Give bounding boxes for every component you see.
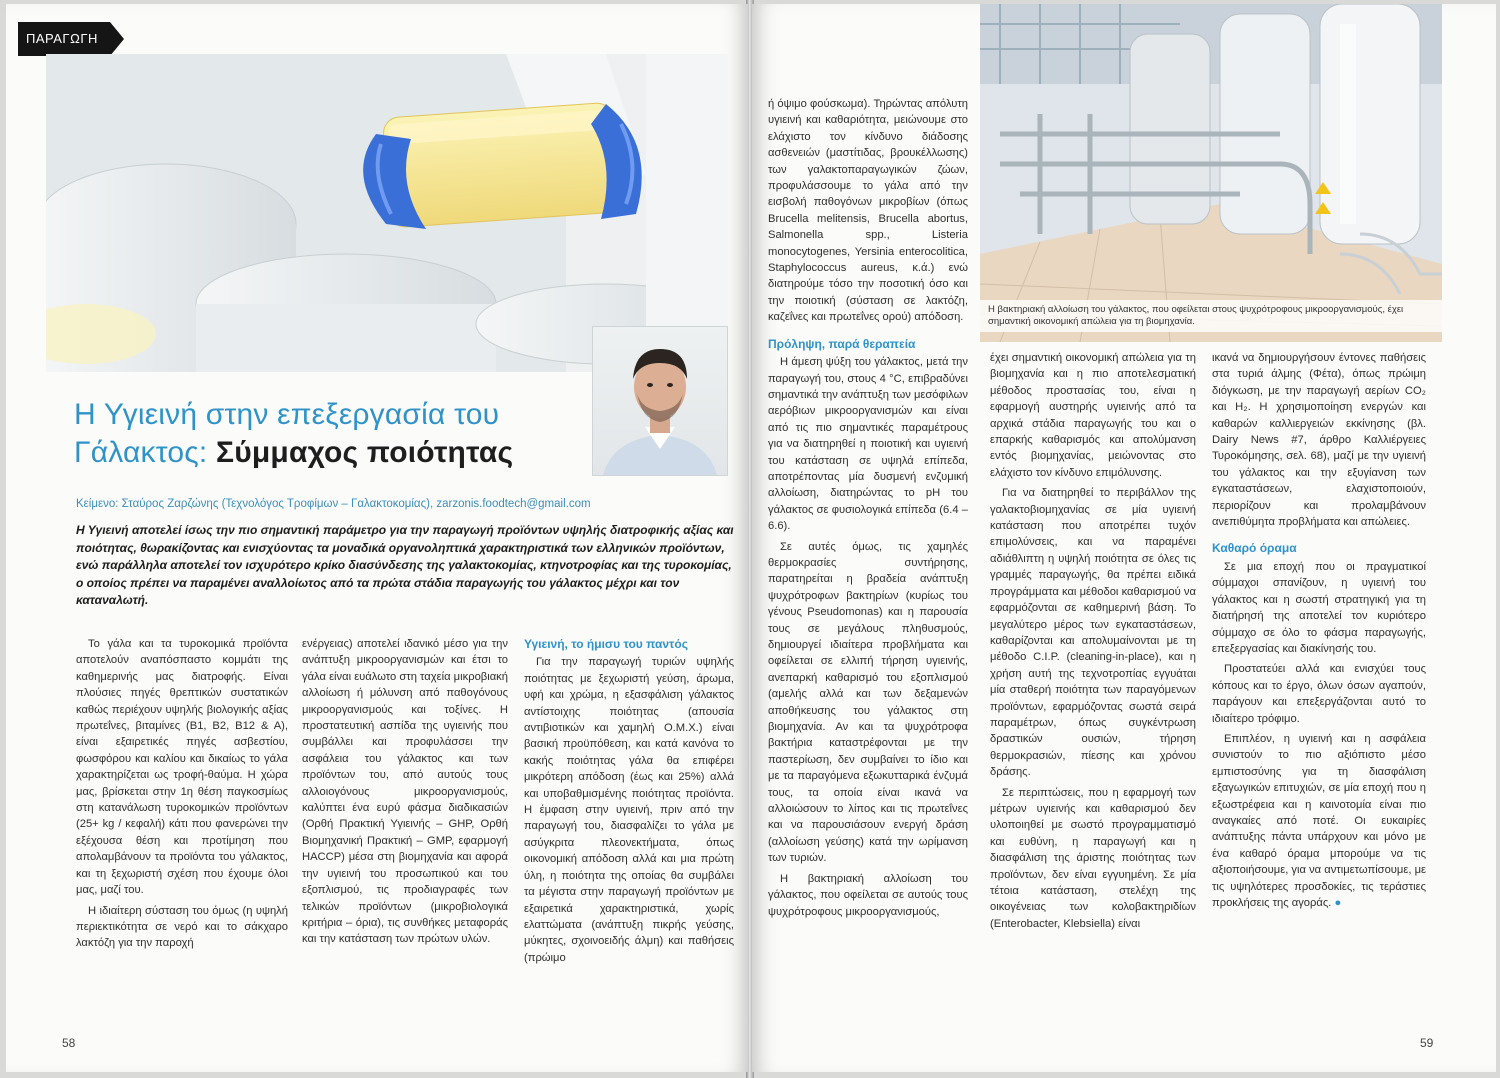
paragraph: Σε μια εποχή που οι πραγματικοί σύμμαχοι σπανίζουν, η υγιεινή του γάλακτος και η σωστή στρατηγική για τη διατήρησή της αποτελεί τον κυριότερο σύμμαχο σε όλο το φάσμα παραγωγής, επεξεργασίας και διακίνησής του.: [1212, 560, 1426, 655]
left-column-2: [302, 636, 508, 952]
paragraph: Σε περιπτώσεις, που η εφαρμογή των μέτρων υγιεινής και καθαρισμού δεν υλοποιηθεί με σωστό προγραμματισμό και ευθύνη, η παραγωγή και η διασφάλιση της άριστης ποιότητας των προϊόντων, δεν είναι εγγυημένη. Σε μία τέτοια κατάσταση, στελέχη της οικογένειας των κολοβακτηριδίων (Enterobacter, Klebsiella) είναι: [990, 786, 1196, 930]
title-light: Η Υγιεινή στην επεξεργασία του Γάλακτος:: [74, 398, 500, 469]
left-page: [6, 4, 748, 1072]
title-bold: Σύμμαχος ποιότητας: [216, 436, 514, 469]
paragraph: έχει σημαντική οικονομική απώλεια για τη βιομηχανία και η πιο αποτελεσματική μέθοδος προστασίας του, είναι η εφαρμογή αυστηρής υγιεινής από τα αρχικά στάδια παραγωγής του και ο επαρκής καθαρισμός και απολύμανση εντός βιομηχανίας, μειώνοντας στο ελάχιστο τον κίνδυνο επιμόλυνσης.: [990, 352, 1196, 479]
hero-photo-cheese: [46, 54, 728, 372]
paragraph: ικανά να δημιουργήσουν έντονες παθήσεις στα τυριά άλμης (Φέτα), όπως πρώιμη διόγκωση, με την παραγωγή αερίων CO₂ και H₂. Η χρησιμοποίηση ενεργών και καθαρών καλλιεργειών εκκίνησης (βλ. Dairy News #7, άρθρο Καλλιέργειες Τυροκόμησης, σελ. 68), μαζί με την υγιεινή του γάλακτος και την εξυγίανση των εγκαταστάσεων, ελαχιστοποιούν, περιορίζουν και προλαμβάνουν ανεπιθύμητα προβλήματα και απώλειες.: [1212, 352, 1426, 529]
paragraph: ενέργειας) αποτελεί ιδανικό μέσο για την ανάπτυξη μικροοργανισμών και έτσι το γάλα είναι ευάλωτο στη ταχεία μικροβιακή αλλοίωση ή μόλυνση από παθογόνους μικροοργανισμούς και τοξίνες. Η προστατευτική ασπίδα της υγιεινής που συμβάλλει και προφυλάσσει την ασφάλεια του γάλακτος και των προϊόντων του, από αυτούς τους αλλοιογόνους μικροοργανισμούς, καλύπτει ένα ευρύ φάσμα διαδικασιών (Ορθή Πρακτική Υγιεινής – GHP, Ορθή Βιομηχανική Πρακτική – GMP, εφαρμογή HACCP) μέσα στη βιομηχανία και αφορά την υγιεινή του προσωπικού και του εξοπλισμού, τις προδιαγραφές των τελικών προϊόντων (μικροβιολογικά κριτήρια – όρια), τις συνθήκες μεταφοράς και την κατάσταση των πρώτων υλών.: [302, 638, 508, 946]
paragraph: Για να διατηρηθεί το περιβάλλον της γαλακτοβιομηχανίας σε μία υγιεινή κατάσταση που αποτρέπει τυχόν επιμολύνσεις, και να παραμένει αδιάθλιπτη η υψηλή ποιότητα σε όλες τις γραμμές παραγωγής, θα πρέπει ειδικά προγράμματα και μέθοδοι καθαρισμού να εφαρμόζονται σε καθημερινή βάση. Το μεγαλύτερο μέρος των εγκαταστάσεων, καθαρίζονται και απολυμαίνονται με τη μέθοδο C.I.P. (cleaning-in-place), και η χρήση αυτή της τεχνοτροπίας εγγυάται μία σταθερή ποιότητα των παραγόμενων προϊόντων, εφαρμόζοντας σωστά σειρά παραμέτρων, όπως συγκέντρωση δραστικών ουσιών, τήρηση θερμοκρασιών, πίεσης και χρόνου δράσης.: [990, 487, 1196, 779]
paragraph: Σε αυτές όμως, τις χαμηλές θερμοκρασίες συντήρησης, παρατηρείται η βραδεία ανάπτυξη ψυχρότροφων βακτηρίων (κυρίως του γένους Pseudomonas) και η παρουσία τους σε μεγάλους πληθυσμούς, δημιουργεί ιδιαίτερα προβλήματα και οφείλεται σε ελλιπή τήρηση υγιεινής, ανεπαρκή καθαρισμό του εξοπλισμού (αμελής αλλά και των δεξαμενών αποθήκευσης του γάλακτος στη βιομηχανία. Αν και τα ψυχρότροφα βακτήρια καταστρέφονται με την παστερίωση, δεν συμβαίνει το ίδιο και με τα παραγόμενα εξωκυτταρικά ένζυμά τους, τα οποία είναι ικανά να αλλοιώσουν το λίπος και τις πρωτεΐνες και να παρουσιάσουν ενεργή δράση (αλλοίωση γεύσης) κατά την ωρίμανση των τυριών.: [768, 540, 968, 865]
left-column-1: [76, 636, 288, 956]
right-column-2: [990, 350, 1196, 936]
paragraph: Η ιδιαίτερη σύσταση του όμως (η υψηλή περιεκτικότητα σε νερό και το σάκχαρο λακτόζη για την παροχή: [76, 904, 288, 950]
paragraph: Το γάλα και τα τυροκομικά προϊόντα αποτελούν αναπόσπαστο κομμάτι της καθημερινής μας διατροφής. Είναι πλούσιες πηγές θρεπτικών συστατικών καθώς περιέχουν υψηλής βιολογικής αξίας πρωτεΐνες, βιταμίνες (B1, B2, B12 & A), είναι εξαιρετικές πηγές ασβεστίου, φωσφόρου και καλίου και δικαίως το γάλα χαρακτηρίζεται ως τροφή-θαύμα. Η χώρα μας, βρίσκεται στην 1η θέση παγκοσμίως στη κατανάλωση τυροκομικών προϊόντων (25+ kg / κεφαλή) κάτι που φανερώνει την εξέχουσα θέση και προτίμηση που απολαμβάνουν τα προϊόντα του γάλακτος, και τη ξεχωριστή σχέση που έχουμε όλοι μας, μαζί του.: [76, 638, 288, 897]
left-column-3: [524, 636, 734, 970]
author-byline: Κείμενο: Σταύρος Ζαρζώνης (Τεχνολόγος Τροφίμων – Γαλακτοκομίας), zarzonis.foodtech@gmail.com: [76, 498, 591, 510]
right-column-1: [768, 96, 968, 924]
paragraph: ή όψιμο φούσκωμα). Τηρώντας απόλυτη υγιεινή και καθαριότητα, μειώνουμε στο ελάχιστο τον κίνδυνο διάδοσης ασθενειών (μαστίτιδας, βρουκέλλωσης) των γαλακτοπαραγωγικών ζώων, προφυλάσσουμε το γάλα από την εισβολή παθογόνων μικροβίων (όπως Brucella melitensis, Brucella abortus, Salmonella spp., Listeria monocytogenes, Yersinia enterocolitica, Staphylococcus aureus, κ.ά.) ενώ διατηρούμε τόσο την ποσοτική όσο και την ποιοτική (σύσταση σε λακτόζη, καζεΐνες και πρωτεΐνες ορού) απόδοση.: [768, 98, 968, 324]
paragraph: Η βακτηριακή αλλοίωση του γάλακτος, που οφείλεται σε αυτούς τους ψυχρότροφους μικροοργανισμούς,: [768, 872, 968, 918]
article-title: [74, 396, 594, 472]
page-number-right: 59: [1420, 1036, 1434, 1050]
paragraph: [1212, 731, 1426, 911]
end-mark-icon: ●: [1334, 897, 1342, 909]
paragraph: Για την παραγωγή τυριών υψηλής ποιότητας με ξεχωριστή γεύση, άρωμα, υφή και χρώμα, η εξασφάλιση γάλακτος αντίστοιχης ποιότητας (απουσία αντιβιοτικών και χαμηλή Ο.Μ.Χ.) είναι βασική προϋπόθεση, και κατά κανόνα το κακής ποιότητας γάλα θα επιφέρει μικρότερη απόδοση (έως και 25%) αλλά και υποβαθμισμένης ποιότητας προϊόντα. Η έμφαση στην υγιεινή, πριν από την παραγωγή του, διασφαλίζει το γάλα με ασύγκριτα πλεονεκτήματα, όπως οικονομική απόδοση αλλά και μια πρώτη ύλη, η ποιότητα της οποίας θα συμβάλει τα μέγιστα στην παραγωγή προϊόντων με εξαιρετικά χαρακτηριστικά, χωρίς ελαττώματα (ανάπτυξη πικρής γεύσης, μύκητες, σχοινοειδής άλμη) και παθήσεις (πρώιμο: [524, 656, 734, 964]
paragraph: Προστατεύει αλλά και ενισχύει τους κόπους και το έργο, όλων όσων αγαπούν, παράγουν και επεξεργάζονται αυτό το ιδιαίτερο τρόφιμο.: [1212, 663, 1426, 725]
right-column-3: [1212, 350, 1426, 915]
closing-text: Επιπλέον, η υγιεινή και η ασφάλεια συνιστούν το πιο αξιόπιστο μέσο εμπιστοσύνης για τη διασφάλιση εξαγωγικών επιτυχιών, σε μία εποχή που η εξωστρέφεια και η καινοτομία είναι πιο αναγκαίες από ποτέ. Οι ευκαιρίες ανάπτυξης πάντα υπάρχουν και μόνο με ένα καθαρό όραμα μπορούμε να τις αξιοποιήσουμε, για να αντιμετωπίσουμε, με τις υψηλότερες προσδοκίες, τις τεράστιες προκλήσεις της αγοράς.: [1212, 732, 1427, 909]
section-label: ΠΑΡΑΓΩΓΗ: [18, 22, 110, 56]
dairy-plant-photo: [980, 4, 1442, 342]
section-heading: Καθαρό όραμα: [1212, 541, 1297, 556]
author-portrait: [592, 326, 728, 476]
paragraph: Η άμεση ψύξη του γάλακτος, μετά την παραγωγή του, στους 4 °C, επιβραδύνει σημαντικά την ανάπτυξη των μεσόφιλων αερόβιων μικροοργανισμών και είναι από τις πιο σημαντικές παραμέτρους για να διατηρηθεί η ποιοτική και υγιεινή του κατάσταση σε υψηλά επίπεδα, αποτρέποντας μία δυσμενή ενζυμική αλλοίωση, διατηρώντας το pH του γάλακτος σε φυσιολογικά επίπεδα (6.4 – 6.6).: [768, 356, 968, 533]
right-page: [752, 4, 1496, 1072]
photo-caption: Η βακτηριακή αλλοίωση του γάλακτος, που οφείλεται στους ψυχρότροφους μικροοργανισμούς, έχει σημαντική οικονομική απώλεια για τη βιομηχανία.: [980, 300, 1442, 332]
page-number-left: 58: [62, 1036, 76, 1050]
section-heading: Υγιεινή, το ήμισυ του παντός: [524, 637, 688, 651]
section-heading: Πρόληψη, παρά θεραπεία: [768, 336, 916, 351]
lead-paragraph: Η Υγιεινή αποτελεί ίσως την πιο σημαντική παράμετρο για την παραγωγή προϊόντων υψηλής διατροφικής αξίας και ποιότητας, θωρακίζοντας και ενισχύοντας τα μοναδικά οργανοληπτικά χαρακτηριστικά των ελληνικών προϊόντων, ενώ παράλληλα αποτελεί τον ισχυρότερο κρίκο διασύνδεσης της γαλακτοκομίας, κτηνοτροφίας και της τυροκομίας, ο οποίος πρέπει να παραμένει αναλλοίωτος από τα πρώτα στάδια παραγωγής του γάλακτος μέχρι και τον καταναλωτή.: [76, 523, 734, 607]
